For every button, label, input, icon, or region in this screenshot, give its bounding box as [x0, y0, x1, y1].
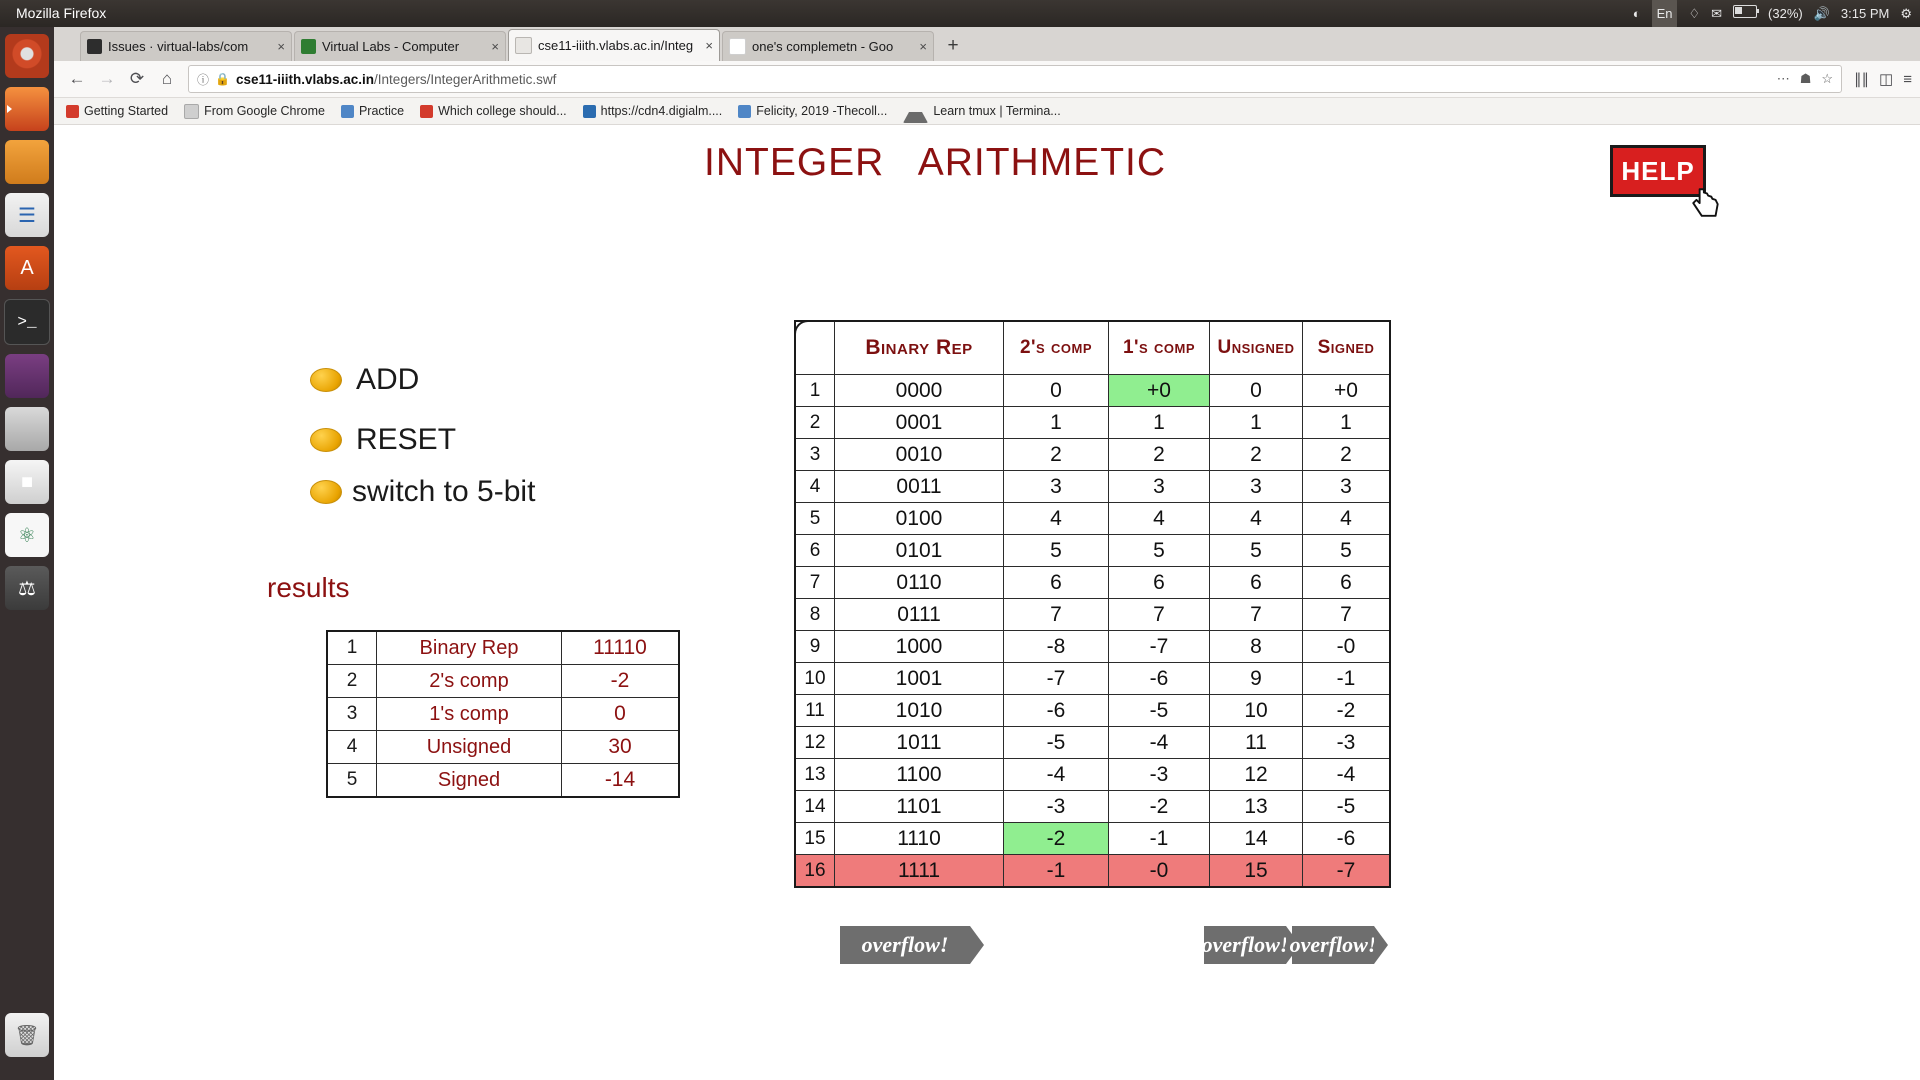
bookmarks-toolbar — [54, 98, 1920, 125]
mail-icon[interactable]: ✉ — [1711, 6, 1723, 21]
table-row — [327, 631, 679, 665]
folder-icon — [184, 104, 199, 119]
quora-icon — [420, 105, 433, 118]
steam-icon[interactable]: ⚖ — [5, 566, 49, 610]
cell-unsigned: 7 — [1210, 599, 1303, 631]
tab-label: Virtual Labs - Computer — [322, 39, 460, 54]
files-icon[interactable] — [5, 140, 49, 184]
url-path: /Integers/IntegerArithmetic.swf — [374, 71, 557, 87]
url-text — [236, 72, 556, 87]
table-row — [327, 764, 679, 798]
results-caption: results — [267, 572, 350, 603]
cell-signed: -1 — [1303, 663, 1391, 695]
cell-ones-comp: 4 — [1109, 503, 1210, 535]
table-row — [795, 631, 1390, 663]
overflow-banner: overflow! — [1292, 926, 1374, 964]
row-index: 16 — [795, 855, 835, 888]
cell-unsigned: 6 — [1210, 567, 1303, 599]
table-row — [795, 791, 1390, 823]
firefox-bookmark-icon — [66, 105, 79, 118]
bookmark-label: Felicity, 2019 -Thecoll... — [756, 104, 888, 118]
row-value: 30 — [562, 731, 680, 764]
switch-to-5bit-label: switch to 5-bit — [352, 475, 536, 508]
cell-binary-rep: 1001 — [835, 663, 1004, 695]
cell-unsigned: 8 — [1210, 631, 1303, 663]
bullet-icon — [310, 480, 342, 504]
media-player-icon[interactable] — [5, 354, 49, 398]
switch-to-5bit-button[interactable] — [310, 475, 535, 509]
cell-signed: 2 — [1303, 439, 1391, 471]
cell-unsigned: 3 — [1210, 471, 1303, 503]
cell-binary-rep: 0001 — [835, 407, 1004, 439]
cell-ones-comp: -5 — [1109, 695, 1210, 727]
lock-icon[interactable]: 🔒 — [215, 72, 230, 86]
firefox-icon[interactable] — [5, 87, 49, 131]
overflow-banner: overflow! — [1204, 926, 1286, 964]
cell-twos-comp: -4 — [1004, 759, 1109, 791]
cell-signed: -7 — [1303, 855, 1391, 888]
back-button[interactable]: ← — [68, 69, 86, 88]
row-index: 2 — [327, 665, 377, 698]
add-button-label: ADD — [356, 363, 420, 396]
active-app-title: Mozilla Firefox — [16, 5, 107, 21]
bookmark-label: https://cdn4.digialm.... — [600, 104, 723, 118]
cell-twos-comp: 3 — [1004, 471, 1109, 503]
bookmark-label: From Google Chrome — [204, 104, 325, 118]
cell-twos-comp: 4 — [1004, 503, 1109, 535]
cell-twos-comp: 5 — [1004, 535, 1109, 567]
cell-signed: 3 — [1303, 471, 1391, 503]
tab-label: Issues · virtual-labs/com — [108, 39, 249, 54]
cell-binary-rep: 1000 — [835, 631, 1004, 663]
cell-twos-comp: -5 — [1004, 727, 1109, 759]
tab-integer-arithmetic[interactable] — [508, 29, 720, 61]
cell-signed: 4 — [1303, 503, 1391, 535]
cell-signed: -5 — [1303, 791, 1391, 823]
cell-ones-comp: 7 — [1109, 599, 1210, 631]
cell-signed: 1 — [1303, 407, 1391, 439]
cell-twos-comp: -8 — [1004, 631, 1109, 663]
volume-icon[interactable]: 🔊 — [1813, 6, 1830, 21]
cell-twos-comp: -1 — [1004, 855, 1109, 888]
cell-twos-comp: 6 — [1004, 567, 1109, 599]
table-row — [795, 375, 1390, 407]
bluetooth-icon[interactable]: ♢ — [1688, 6, 1701, 21]
row-name: 1's comp — [377, 698, 562, 731]
new-tab-button[interactable]: + — [947, 35, 959, 56]
library-icon[interactable]: ∥∥ — [1854, 71, 1870, 88]
cell-binary-rep: 1110 — [835, 823, 1004, 855]
table-row — [795, 663, 1390, 695]
cell-unsigned: 13 — [1210, 791, 1303, 823]
row-index: 13 — [795, 759, 835, 791]
row-index: 15 — [795, 823, 835, 855]
cell-signed: -2 — [1303, 695, 1391, 727]
results-table — [326, 630, 680, 798]
cell-binary-rep: 0111 — [835, 599, 1004, 631]
row-index: 14 — [795, 791, 835, 823]
table-row — [795, 407, 1390, 439]
tab-label: one's complemetn - Goo — [752, 39, 894, 54]
cell-unsigned: 14 — [1210, 823, 1303, 855]
bookmark-felicity-2019[interactable] — [738, 104, 887, 118]
bookmark-from-google-chrome[interactable] — [184, 104, 325, 119]
trash-icon[interactable]: 🗑 — [5, 1013, 49, 1057]
bullet-icon — [310, 428, 342, 452]
row-index: 2 — [795, 407, 835, 439]
cell-binary-rep: 0101 — [835, 535, 1004, 567]
table-row — [795, 471, 1390, 503]
cell-twos-comp: -7 — [1004, 663, 1109, 695]
close-icon[interactable]: × — [491, 39, 499, 54]
cell-binary-rep: 1011 — [835, 727, 1004, 759]
integer-arithmetic-applet — [54, 125, 1920, 1080]
bookmark-label: Learn tmux | Termina... — [933, 104, 1061, 118]
urlbar-actions — [1777, 71, 1833, 87]
bullet-icon — [310, 368, 342, 392]
table-row — [795, 727, 1390, 759]
overflow-banner: overflow! — [840, 926, 970, 964]
cell-signed: 6 — [1303, 567, 1391, 599]
bookmark-cdn4-digialm[interactable] — [583, 104, 723, 118]
system-indicators — [1633, 0, 1912, 27]
row-name: Binary Rep — [377, 631, 562, 665]
page-actions-icon[interactable]: ⋯ — [1776, 71, 1790, 86]
bookmark-label: Practice — [358, 104, 405, 118]
table-row — [327, 665, 679, 698]
cell-unsigned: 11 — [1210, 727, 1303, 759]
row-index: 12 — [795, 727, 835, 759]
close-icon[interactable]: × — [705, 38, 713, 53]
page-icon — [903, 99, 928, 123]
table-row — [327, 698, 679, 731]
bookmark-label: Which college should... — [438, 104, 567, 118]
table-row — [795, 855, 1390, 888]
pocket-icon[interactable]: ☗ — [1799, 71, 1812, 86]
row-index: 11 — [795, 695, 835, 727]
cell-binary-rep: 1100 — [835, 759, 1004, 791]
github-icon — [87, 39, 102, 54]
cell-binary-rep: 0011 — [835, 471, 1004, 503]
google-icon: G — [729, 38, 746, 55]
cell-signed: -3 — [1303, 727, 1391, 759]
url-domain: cse11-iiith.vlabs.ac.in — [235, 71, 375, 87]
row-value: 11110 — [562, 631, 680, 665]
cell-unsigned: 2 — [1210, 439, 1303, 471]
row-index: 9 — [795, 631, 835, 663]
row-value: -2 — [562, 665, 680, 698]
cell-signed: -4 — [1303, 759, 1391, 791]
cell-unsigned: 9 — [1210, 663, 1303, 695]
cell-binary-rep: 1111 — [835, 855, 1004, 888]
row-index: 4 — [795, 471, 835, 503]
system-menu-icon[interactable]: ⚙ — [1900, 6, 1912, 21]
table-row — [327, 731, 679, 764]
page-title: INTEGER ARITHMETIC — [704, 141, 1167, 184]
globe-icon — [341, 105, 354, 118]
integer-representation-table — [794, 320, 1391, 888]
address-bar[interactable] — [188, 65, 1842, 93]
table-row — [795, 567, 1390, 599]
cell-ones-comp: -3 — [1109, 759, 1210, 791]
cell-signed: 7 — [1303, 599, 1391, 631]
cell-unsigned: 12 — [1210, 759, 1303, 791]
close-icon[interactable]: × — [919, 39, 927, 54]
terminal-icon[interactable]: >_ — [4, 299, 50, 345]
running-indicator — [7, 105, 12, 113]
bookmark-star-icon[interactable]: ☆ — [1821, 71, 1834, 86]
atom-editor-icon[interactable]: ⚛ — [5, 513, 49, 557]
row-index: 5 — [327, 764, 377, 798]
page-info-icon[interactable]: ⓘ — [197, 72, 210, 87]
wifi-icon[interactable]: ◐ — [1632, 6, 1641, 21]
reload-button[interactable]: ⟳ — [129, 69, 145, 88]
cell-unsigned: 15 — [1210, 855, 1303, 888]
cell-signed: -6 — [1303, 823, 1391, 855]
cell-unsigned: 5 — [1210, 535, 1303, 567]
cell-ones-comp: 3 — [1109, 471, 1210, 503]
cell-signed: +0 — [1303, 375, 1391, 407]
cell-binary-rep: 0100 — [835, 503, 1004, 535]
cell-ones-comp: 5 — [1109, 535, 1210, 567]
row-index: 1 — [327, 631, 377, 665]
virtual-labs-icon — [301, 39, 316, 54]
cell-signed: 5 — [1303, 535, 1391, 567]
cell-binary-rep: 1101 — [835, 791, 1004, 823]
table-row — [795, 599, 1390, 631]
cell-ones-comp: +0 — [1109, 375, 1210, 407]
row-index: 3 — [795, 439, 835, 471]
tab-virtual-labs[interactable] — [294, 31, 506, 61]
battery-percentage: (32%) — [1768, 6, 1803, 21]
clock[interactable]: 3:15 PM — [1840, 6, 1890, 21]
reset-button-label: RESET — [356, 423, 457, 456]
cell-twos-comp: 1 — [1004, 407, 1109, 439]
header-ones-comp: 1's comp — [1109, 321, 1210, 375]
globe-icon — [738, 105, 751, 118]
navigation-toolbar — [54, 61, 1920, 98]
row-index: 7 — [795, 567, 835, 599]
table-header-row — [795, 321, 1390, 375]
dash-home-icon[interactable] — [5, 34, 49, 78]
page-icon — [515, 37, 532, 54]
row-value: -14 — [562, 764, 680, 798]
sidebar-icon[interactable]: ◫ — [1879, 71, 1894, 88]
cell-ones-comp: -4 — [1109, 727, 1210, 759]
row-index: 6 — [795, 535, 835, 567]
add-button[interactable] — [310, 363, 419, 397]
cell-ones-comp: -7 — [1109, 631, 1210, 663]
bookmark-practice[interactable] — [341, 104, 404, 118]
table-row — [795, 695, 1390, 727]
table-corner-notch — [794, 320, 820, 346]
row-index: 3 — [327, 698, 377, 731]
table-row — [795, 759, 1390, 791]
table-row — [795, 439, 1390, 471]
toolbar-right-actions — [1848, 70, 1912, 88]
cell-ones-comp: 1 — [1109, 407, 1210, 439]
home-button[interactable]: ⌂ — [161, 69, 173, 88]
table-body — [795, 375, 1390, 888]
row-index: 1 — [795, 375, 835, 407]
ubuntu-software-icon[interactable]: A — [5, 246, 49, 290]
tab-google-search[interactable] — [722, 31, 934, 61]
cell-twos-comp: -6 — [1004, 695, 1109, 727]
table-row — [795, 823, 1390, 855]
close-icon[interactable]: × — [277, 39, 285, 54]
cell-binary-rep: 0000 — [835, 375, 1004, 407]
bookmark-which-college[interactable] — [420, 104, 567, 118]
row-index: 8 — [795, 599, 835, 631]
reset-button[interactable] — [310, 423, 456, 457]
link-icon — [583, 105, 596, 118]
battery-icon[interactable] — [1733, 0, 1757, 27]
cell-binary-rep: 0110 — [835, 567, 1004, 599]
forward-button[interactable]: → — [98, 69, 116, 88]
cell-binary-rep: 0010 — [835, 439, 1004, 471]
cell-ones-comp: -6 — [1109, 663, 1210, 695]
row-index: 4 — [327, 731, 377, 764]
cell-twos-comp: -2 — [1004, 823, 1109, 855]
row-name: 2's comp — [377, 665, 562, 698]
menu-icon[interactable]: ≡ — [1903, 70, 1912, 88]
cell-unsigned: 10 — [1210, 695, 1303, 727]
row-name: Unsigned — [377, 731, 562, 764]
bookmark-label: Getting Started — [84, 104, 169, 118]
table-row — [795, 535, 1390, 567]
bookmark-learn-tmux[interactable] — [903, 99, 1060, 123]
cell-ones-comp: 6 — [1109, 567, 1210, 599]
system-top-panel — [0, 0, 1920, 27]
cell-ones-comp: 2 — [1109, 439, 1210, 471]
tab-bar — [54, 27, 1920, 61]
archive-manager-icon[interactable] — [5, 407, 49, 451]
cell-twos-comp: 2 — [1004, 439, 1109, 471]
cell-twos-comp: -3 — [1004, 791, 1109, 823]
cell-twos-comp: 7 — [1004, 599, 1109, 631]
cell-ones-comp: -0 — [1109, 855, 1210, 888]
cell-twos-comp: 0 — [1004, 375, 1109, 407]
cell-signed: -0 — [1303, 631, 1391, 663]
cell-binary-rep: 1010 — [835, 695, 1004, 727]
table-row — [795, 503, 1390, 535]
help-button[interactable]: HELP — [1610, 145, 1706, 197]
header-unsigned: Unsigned — [1210, 321, 1303, 375]
unity-launcher — [0, 27, 54, 1080]
keyboard-layout-indicator[interactable]: En — [1652, 0, 1678, 28]
cell-ones-comp: -2 — [1109, 791, 1210, 823]
row-name: Signed — [377, 764, 562, 798]
row-index: 10 — [795, 663, 835, 695]
row-index: 5 — [795, 503, 835, 535]
header-signed: Signed — [1303, 321, 1391, 375]
header-twos-comp: 2's comp — [1004, 321, 1109, 375]
bookmark-getting-started[interactable] — [66, 104, 168, 118]
libreoffice-writer-icon[interactable]: ☰ — [5, 193, 49, 237]
tab-issues[interactable] — [80, 31, 292, 61]
cell-unsigned: 1 — [1210, 407, 1303, 439]
cell-ones-comp: -1 — [1109, 823, 1210, 855]
firefox-window — [54, 27, 1920, 1080]
row-value: 0 — [562, 698, 680, 731]
cell-unsigned: 0 — [1210, 375, 1303, 407]
tab-label: cse11-iiith.vlabs.ac.in/Integ — [538, 38, 694, 53]
cell-unsigned: 4 — [1210, 503, 1303, 535]
mouse-cursor-icon — [1689, 185, 1723, 219]
system-monitor-icon[interactable]: ■ — [5, 460, 49, 504]
header-binary-rep: Binary Rep — [835, 321, 1004, 375]
